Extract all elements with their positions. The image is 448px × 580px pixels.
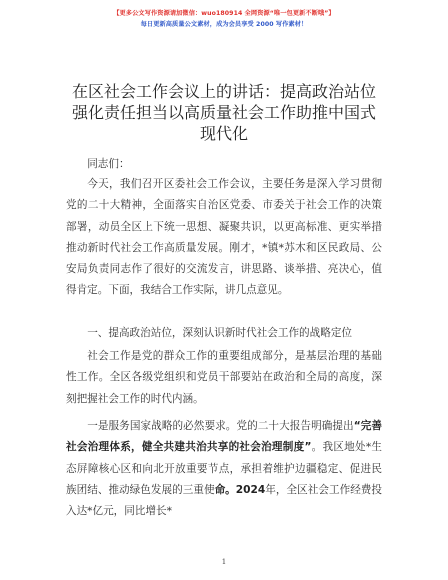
paragraph-social-work-definition: 社会工作是党的群众工作的重要组成部分，是基层治理的基础性工作。全区各级党组织和党员干部要站在政治和全局的高度，深刻把握社会工作的时代内涵。 (66, 350, 382, 405)
emphasis-quote: “完善社会治理体系，健全共建共治共享的社会治理制度” (66, 420, 383, 454)
salutation: 同志们： (87, 158, 130, 170)
promo-banner-line-2: 每日更新高质量公文素材，成为会员享受 2000 写作素材！ (140, 21, 308, 28)
paragraph-middle-text: 。我区地处*生态屏障核心区和向北开放重要节点，承担着维护边疆稳定、促进民族团结、推动绿色发展的三重使 (66, 441, 382, 496)
paragraph-national-strategy (66, 416, 382, 522)
page-number: 1 (221, 558, 227, 566)
paragraph-opening: 今天，我们召开区委社会工作会议，主要任务是深入学习贯彻党的二十大精神，全面落实自治区党委、市委关于社会工作的决策部署，动员全区上下统一思想、凝聚共识，以更高标准、更实举措推动新时代社会工作高质量发展。刚才，*镇*苏木和区民政局、公安局负责同志作了很好的交流发言，讲思路、谈举措、亮决心，值得肯定。下面，我结合工作实际，讲几点意见。 (66, 178, 382, 297)
section-heading-1: 一、提高政治站位，深刻认识新时代社会工作的战略定位 (87, 327, 353, 339)
emphasis-year: 命。2024 (214, 483, 266, 496)
promo-banner-line-1: 【更多公文写作资源请加微信：wuo180914 全网资源“唯一包更新不断哦”】 (113, 10, 335, 17)
document-title: 在区社会工作会议上的讲话：提高政治站位强化责任担当以高质量社会工作助推中国式现代化 (71, 82, 376, 143)
paragraph-lead-text: 一是服务国家战略的必然要求。党的二十大报告明确提出 (87, 420, 354, 432)
paragraph-tail-text: 年，全区社会工作经费投入达*亿元，同比增长* (66, 483, 383, 518)
